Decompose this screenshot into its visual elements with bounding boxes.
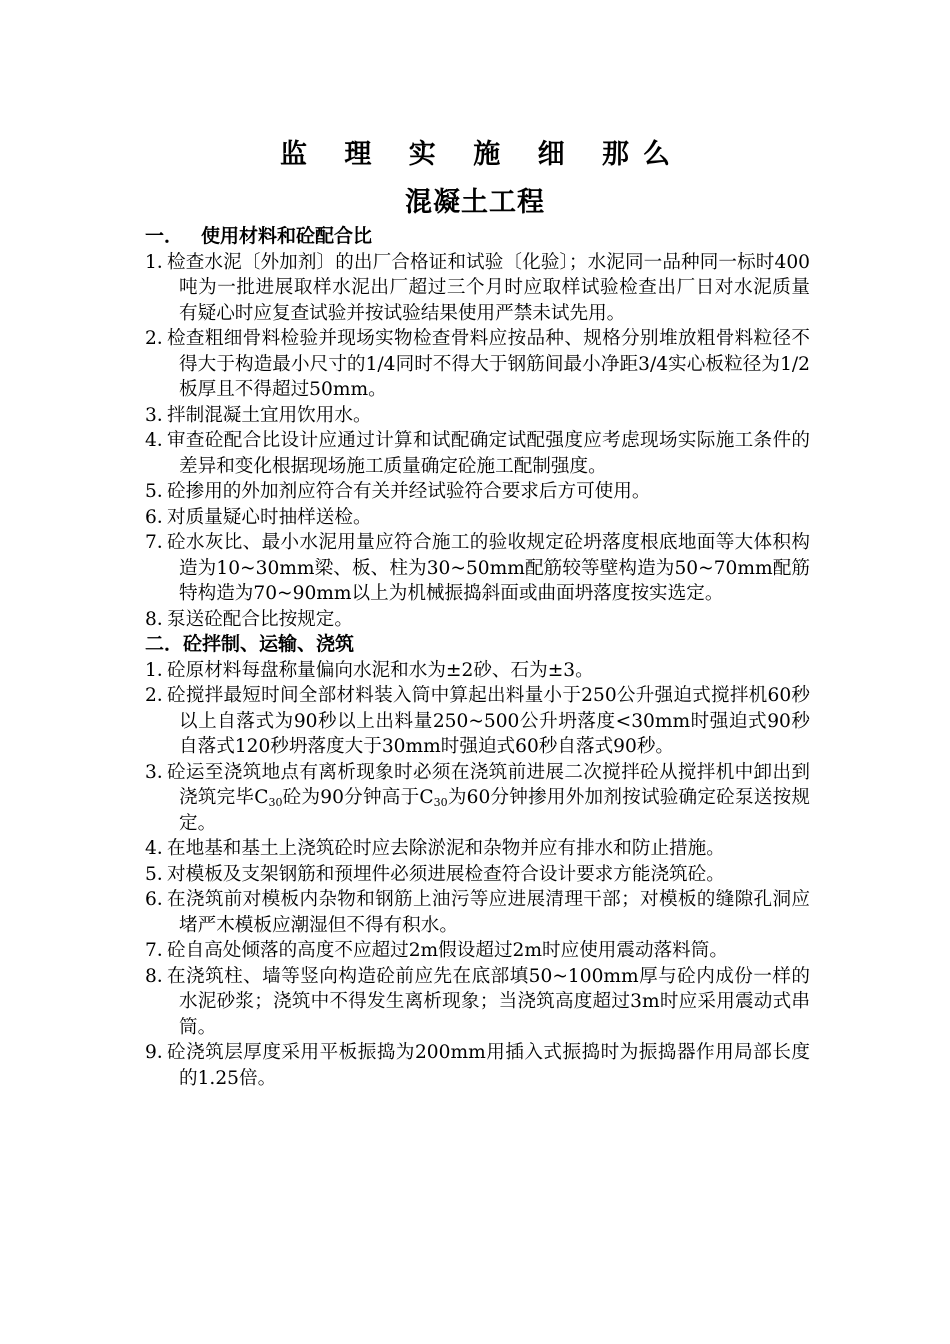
list-item	[145, 683, 810, 760]
list-item-index: 2．	[145, 685, 176, 706]
section-heading-text: 砼拌制、运输、浇筑	[183, 633, 355, 655]
list-item-text: 拌制混凝土宜用饮用水。	[167, 404, 372, 426]
document-title: 监 理 实 施 细 那么	[280, 139, 684, 170]
list-item-text: 审查砼配合比设计应通过计算和试配确定试配强度应考虑现场实际施工条件的差异和变化根据现场施工质量确定砼施工配制强度。	[167, 430, 810, 477]
list-item-text: 砼自高处倾落的高度不应超过2m假设超过2m时应使用震动落料筒。	[167, 940, 728, 961]
section-heading-2	[145, 632, 810, 658]
subscript: 30	[268, 796, 283, 809]
list-item	[145, 607, 810, 633]
list-item-text: 检查粗细骨料检验并现场实物检查骨料应按品种、规格分别堆放粗骨料粒径不得大于构造最小尺寸的1/4同时不得大于钢筋间最小净距3/4实心板粒径为1/2板厚且不得超过50mm。	[167, 328, 810, 400]
list-item-text-part: 为60分钟掺用外加剂按试验确定砼泵送按规定。	[179, 787, 810, 834]
list-item-text: 在地基和基土上浇筑砼时应去除淤泥和杂物并应有排水和防止措施。	[167, 838, 725, 859]
document-body	[145, 224, 810, 1091]
list-item-text: 砼原材料每盘称量偏向水泥和水为±2砂、石为±3。	[167, 659, 594, 681]
section-number: 一．	[145, 225, 184, 247]
list-item-index: 6．	[145, 889, 176, 910]
list-item-index: 6．	[145, 506, 176, 528]
list-item-index: 1．	[145, 251, 176, 273]
list-item	[145, 428, 810, 479]
list-item-index: 8．	[145, 608, 176, 630]
list-item-text: 对模板及支架钢筋和预埋件必须进展检查符合设计要求方能浇筑砼。	[167, 863, 725, 885]
list-item-text: 砼水灰比、最小水泥用量应符合施工的验收规定砼坍落度根底地面等大体积构造为10~30mm梁、板、柱为30~50mm配筋较等壁构造为50~70mm配筋特构造为70~90mm以上为机械振捣斜面或曲面坍落度按实选定。	[167, 532, 810, 604]
list-item-text	[167, 760, 810, 837]
list-item-text: 砼掺用的外加剂应符合有关并经试验符合要求后方可使用。	[167, 481, 651, 502]
list-item	[145, 250, 810, 327]
list-item	[145, 658, 810, 684]
section-heading-1	[145, 224, 810, 250]
list-item	[145, 1040, 810, 1091]
list-item	[145, 887, 810, 938]
list-item-text-part: 砼运至浇筑地点有离析现象时必须在浇筑前进展二次搅拌砼从搅拌机中卸出到浇筑完毕C	[167, 761, 810, 808]
list-item-index: 4．	[145, 430, 176, 451]
list-item-index: 5．	[145, 863, 176, 885]
list-item	[145, 403, 810, 429]
list-item-index: 8．	[145, 965, 176, 987]
list-item-text: 砼搅拌最短时间全部材料装入筒中算起出料量小于250公升强迫式搅拌机60秒以上自落式为90秒以上出料量250~500公升坍落度<30mm时强迫式90秒自落式120秒坍落度大于30mm时强迫式60秒自落式90秒。	[167, 685, 810, 757]
list-item-index: 7．	[145, 532, 176, 553]
list-item	[145, 938, 810, 964]
list-item-index: 4．	[145, 838, 176, 859]
list-item-text: 在浇筑柱、墙等竖向构造砼前应先在底部填50~100mm厚与砼内成份一样的水泥砂浆；浇筑中不得发生离析现象；当浇筑高度超过3m时应采用震动式串筒。	[167, 965, 810, 1038]
list-item-text-part: 砼为90分钟高于C	[282, 787, 434, 808]
subscript: 30	[433, 796, 448, 809]
list-item-text: 砼浇筑层厚度采用平板振捣为200mm用插入式振捣时为振捣器作用局部长度的1.25倍。	[167, 1042, 810, 1089]
list-item	[145, 836, 810, 862]
list-item	[145, 862, 810, 888]
list-item	[145, 964, 810, 1041]
list-item	[145, 326, 810, 403]
list-item-index: 9．	[145, 1042, 176, 1063]
list-item	[145, 530, 810, 607]
section-number: 二．	[145, 633, 184, 655]
list-item-text: 泵送砼配合比按规定。	[167, 608, 353, 630]
list-item-index: 5．	[145, 481, 176, 502]
list-item-text: 在浇筑前对模板内杂物和钢筋上油污等应进展清理干部；对模板的缝隙孔洞应堵严木模板应潮湿但不得有积水。	[167, 889, 810, 936]
list-item-index: 3．	[145, 761, 176, 783]
list-item	[145, 505, 810, 531]
list-item-text: 对质量疑心时抽样送检。	[167, 506, 372, 528]
list-item-index: 7．	[145, 940, 176, 961]
document-subtitle: 混凝土工程	[405, 187, 545, 218]
section-heading-text: 使用材料和砼配合比	[201, 225, 373, 247]
list-item-index: 3．	[145, 404, 176, 426]
list-item-index: 2．	[145, 328, 176, 349]
list-item	[145, 760, 810, 837]
list-item	[145, 479, 810, 505]
list-item-text: 检查水泥〔外加剂〕的出厂合格证和试验〔化验〕；水泥同一品种同一标时400吨为一批进展取样水泥出厂超过三个月时应取样试验检查出厂日对水泥质量有疑心时应复查试验并按试验结果使用严禁未试先用。	[167, 251, 810, 324]
list-item-index: 1．	[145, 659, 176, 681]
